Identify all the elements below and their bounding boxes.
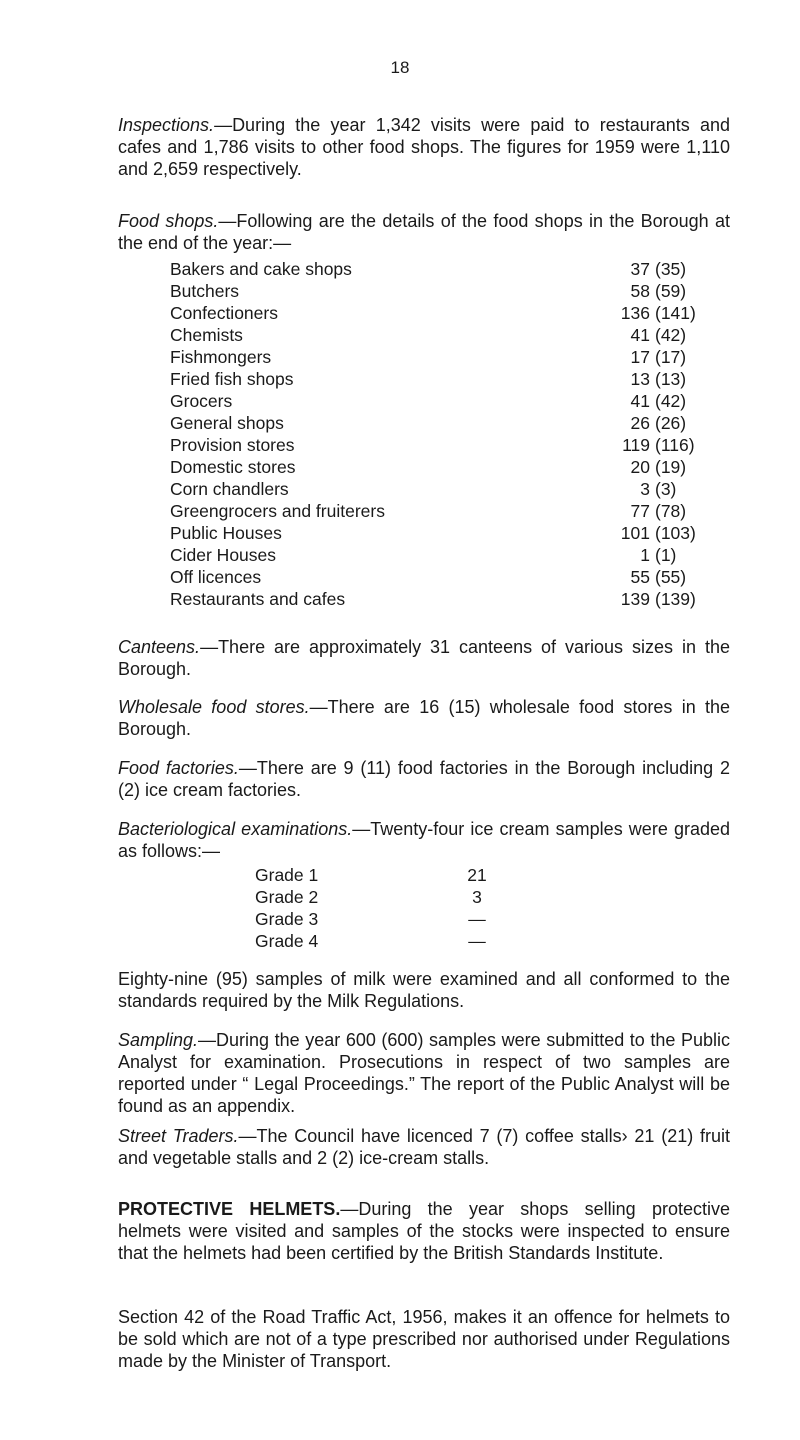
sampling-text: —During the year 600 (600) samples were submitted to the Public Analyst for examination. Prosecutions in respect of two samples are reported under “ Legal Proceedings.” The report of the Public Analyst will be found as an appendix. <box>118 1030 730 1116</box>
table-row <box>255 886 515 908</box>
bacteriological-paragraph <box>118 818 730 862</box>
table-row <box>170 588 730 610</box>
shop-count-previous: (116) <box>655 435 695 455</box>
wholesale-heading: Wholesale food stores. <box>118 697 310 717</box>
table-row <box>170 478 730 500</box>
shop-count: 37 <box>630 259 650 279</box>
table-row <box>255 930 515 952</box>
shop-count: 139 <box>620 589 650 609</box>
table-row <box>170 544 730 566</box>
page-number: 18 <box>390 58 410 77</box>
helmets-text: —During the year shops selling protective helmets were visited and samples of the stocks were inspected to ensure that the helmets had been certified by the British Standards Institute. <box>118 1199 730 1263</box>
shop-type: Fishmongers <box>170 347 272 367</box>
factories-paragraph <box>118 757 730 801</box>
milk-paragraph: Eighty-nine (95) samples of milk were examined and all conformed to the standards required by the Milk Regulations. <box>118 969 730 1011</box>
table-row <box>170 456 730 478</box>
shop-count: 13 <box>630 369 650 389</box>
shop-type: Provision stores <box>170 435 295 455</box>
shop-type: Cider Houses <box>170 545 277 565</box>
table-row <box>170 522 730 544</box>
canteens-paragraph <box>118 636 730 680</box>
shop-count: 1 <box>640 545 650 565</box>
grade-label: Grade 3 <box>255 909 319 929</box>
shop-count: 119 <box>622 435 650 455</box>
shop-count-previous: (42) <box>655 391 687 411</box>
table-row <box>255 864 515 886</box>
canteens-heading: Canteens. <box>118 637 201 657</box>
road-traffic-paragraph: Section 42 of the Road Traffic Act, 1956, makes it an offence for helmets to be sold which are not of a type prescribed nor authorised under Regulations made by the Minister of Transport. <box>118 1307 730 1371</box>
shop-type: Chemists <box>170 325 243 345</box>
shop-type: Public Houses <box>170 523 282 543</box>
table-row <box>170 324 730 346</box>
food-shops-paragraph <box>118 210 730 254</box>
inspections-text: —During the year 1,342 visits were paid to restaurants and cafes and 1,786 visits to other food shops. The figures for 1959 were 1,110 and 2,659 respectively. <box>118 115 730 179</box>
table-row <box>170 434 730 456</box>
shop-count-previous: (1) <box>655 545 677 565</box>
shop-type: Restaurants and cafes <box>170 589 346 609</box>
shop-count-previous: (139) <box>655 589 696 609</box>
helmets-heading: PROTECTIVE HELMETS. <box>118 1199 341 1219</box>
shop-count-previous: (17) <box>655 347 687 367</box>
shop-type: General shops <box>170 413 284 433</box>
grade-label: Grade 2 <box>255 887 319 907</box>
shop-count-previous: (35) <box>655 259 687 279</box>
shop-count: 3 <box>640 479 650 499</box>
shop-type: Greengrocers and fruiterers <box>170 501 385 521</box>
canteens-text: —There are approximately 31 canteens of various sizes in the Borough. <box>118 637 730 679</box>
shop-type: Bakers and cake shops <box>170 259 352 279</box>
shop-count-previous: (13) <box>655 369 687 389</box>
factories-heading: Food factories. <box>118 758 239 778</box>
grade-count: — <box>468 909 486 929</box>
shop-count: 20 <box>630 457 650 477</box>
shop-type: Grocers <box>170 391 233 411</box>
bacteriological-text: —Twenty-four ice cream samples were graded as follows:— <box>118 819 730 861</box>
street-traders-heading: Street Traders. <box>118 1126 239 1146</box>
helmets-paragraph <box>118 1198 730 1264</box>
sampling-heading: Sampling. <box>118 1030 199 1050</box>
inspections-heading: Inspections. <box>118 115 215 135</box>
shop-count: 136 <box>620 303 650 323</box>
shop-count-previous: (78) <box>655 501 687 521</box>
shop-type: Fried fish shops <box>170 369 294 389</box>
shop-count-previous: (3) <box>655 479 677 499</box>
shop-count-previous: (141) <box>655 303 696 323</box>
shop-count-previous: (103) <box>655 523 696 543</box>
shop-count: 58 <box>630 281 650 301</box>
shop-type: Off licences <box>170 567 262 587</box>
sampling-paragraph <box>118 1029 730 1117</box>
food-shops-heading: Food shops. <box>118 211 219 231</box>
grade-label: Grade 1 <box>255 865 319 885</box>
shop-type: Confectioners <box>170 303 278 323</box>
shop-count-previous: (26) <box>655 413 687 433</box>
shop-count: 41 <box>630 325 650 345</box>
factories-text: —There are 9 (11) food factories in the Borough including 2 (2) ice cream factories. <box>118 758 730 800</box>
table-row <box>170 368 730 390</box>
street-traders-paragraph <box>118 1125 730 1169</box>
table-row <box>170 302 730 324</box>
shop-count: 77 <box>630 501 650 521</box>
shop-count-previous: (19) <box>655 457 687 477</box>
table-row <box>170 412 730 434</box>
shop-type: Corn chandlers <box>170 479 289 499</box>
shop-type: Domestic stores <box>170 457 296 477</box>
grade-label: Grade 4 <box>255 931 319 951</box>
food-shops-text: —Following are the details of the food shops in the Borough at the end of the year:— <box>118 211 731 253</box>
shop-count-previous: (59) <box>655 281 687 301</box>
shop-count: 101 <box>620 523 650 543</box>
shop-type: Butchers <box>170 281 240 301</box>
shop-count: 41 <box>630 391 650 411</box>
table-row <box>170 500 730 522</box>
grade-count: 3 <box>472 887 482 907</box>
shop-count-previous: (42) <box>655 325 687 345</box>
shop-count: 17 <box>630 347 650 367</box>
table-row <box>170 258 730 280</box>
shop-count: 55 <box>630 567 650 587</box>
bacteriological-heading: Bacteriological examinations. <box>118 819 353 839</box>
wholesale-paragraph <box>118 696 730 740</box>
shop-count-previous: (55) <box>655 567 687 587</box>
shop-count: 26 <box>630 413 650 433</box>
inspections-paragraph <box>118 114 730 180</box>
street-traders-text: —The Council have licenced 7 (7) coffee stalls› 21 (21) fruit and vegetable stalls and 2 (2) ice-cream stalls. <box>118 1126 730 1168</box>
wholesale-text: —There are 16 (15) wholesale food stores in the Borough. <box>118 697 730 739</box>
table-row <box>255 908 515 930</box>
table-row <box>170 566 730 588</box>
table-row <box>170 280 730 302</box>
table-row <box>170 346 730 368</box>
grade-count: — <box>468 931 486 951</box>
table-row <box>170 390 730 412</box>
grade-count: 21 <box>467 865 487 885</box>
